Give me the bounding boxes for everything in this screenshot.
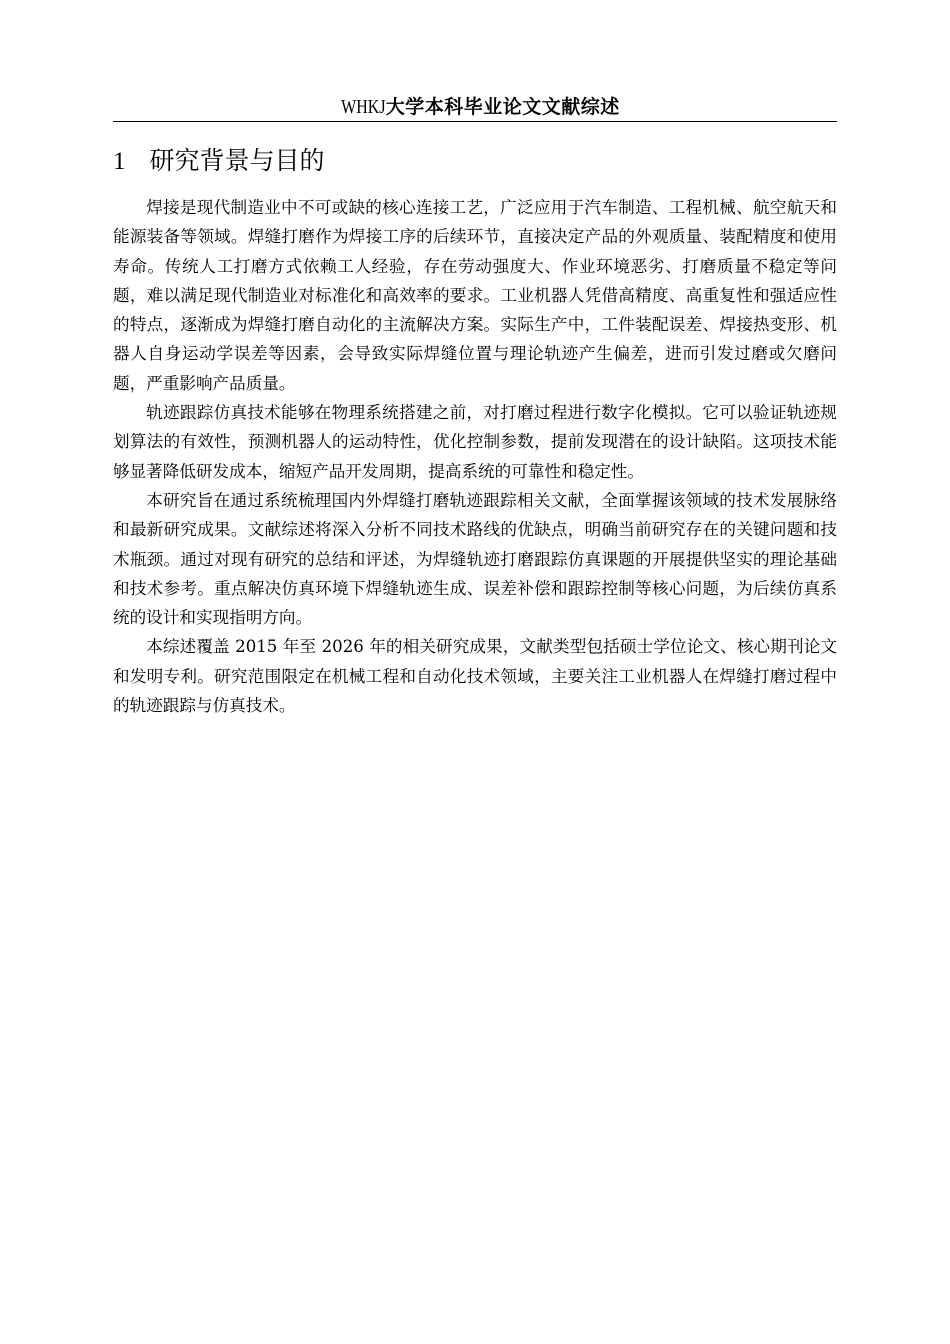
section-title: 研究背景与目的	[149, 146, 325, 175]
section-heading	[113, 144, 324, 179]
paragraph: 本综述覆盖 2015 年至 2026 年的相关研究成果，文献类型包括硕士学位论文、核心期刊论文和发明专利。研究范围限定在机械工程和自动化技术领域，主要关注工业机器人在焊缝打磨过程中的轨迹跟踪与仿真技术。	[113, 637, 837, 716]
paragraph: 焊接是现代制造业中不可或缺的核心连接工艺，广泛应用于汽车制造、工程机械、航空航天和能源装备等领域。焊缝打磨作为焊接工序的后续环节，直接决定产品的外观质量、装配精度和使用寿命。传统人工打磨方式依赖工人经验，存在劳动强度大、作业环境恶劣、打磨质量不稳定等问题，难以满足现代制造业对标准化和高效率的要求。工业机器人凭借高精度、高重复性和强适应性的特点，逐渐成为焊缝打磨自动化的主流解决方案。实际生产中，工件装配误差、焊接热变形、机器人自身运动学误差等因素，会导致实际焊缝位置与理论轨迹产生偏差，进而引发过磨或欠磨问题，严重影响产品质量。	[113, 198, 837, 393]
section-number: 1	[113, 148, 126, 175]
running-header	[113, 94, 837, 120]
paragraph: 本研究旨在通过系统梳理国内外焊缝打磨轨迹跟踪相关文献，全面掌握该领域的技术发展脉络和最新研究成果。文献综述将深入分析不同技术路线的优缺点，明确当前研究存在的关键问题和技术瓶颈。通过对现有研究的总结和评述，为焊缝轨迹打磨跟踪仿真课题的开展提供坚实的理论基础和技术参考。重点解决仿真环境下焊缝轨迹生成、误差补偿和跟踪控制等核心问题，为后续仿真系统的设计和实现指明方向。	[113, 490, 837, 628]
paragraph: 轨迹跟踪仿真技术能够在物理系统搭建之前，对打磨过程进行数字化模拟。它可以验证轨迹规划算法的有效性，预测机器人的运动特性，优化控制参数，提前发现潜在的设计缺陷。这项技术能够显著降低研发成本，缩短产品开发周期，提高系统的可靠性和稳定性。	[113, 403, 837, 481]
header-rule	[113, 121, 837, 122]
header-school-code: WHKJ	[341, 96, 386, 118]
body-text	[113, 193, 837, 720]
header-document-type: 大学本科毕业论文文献综述	[385, 96, 620, 118]
